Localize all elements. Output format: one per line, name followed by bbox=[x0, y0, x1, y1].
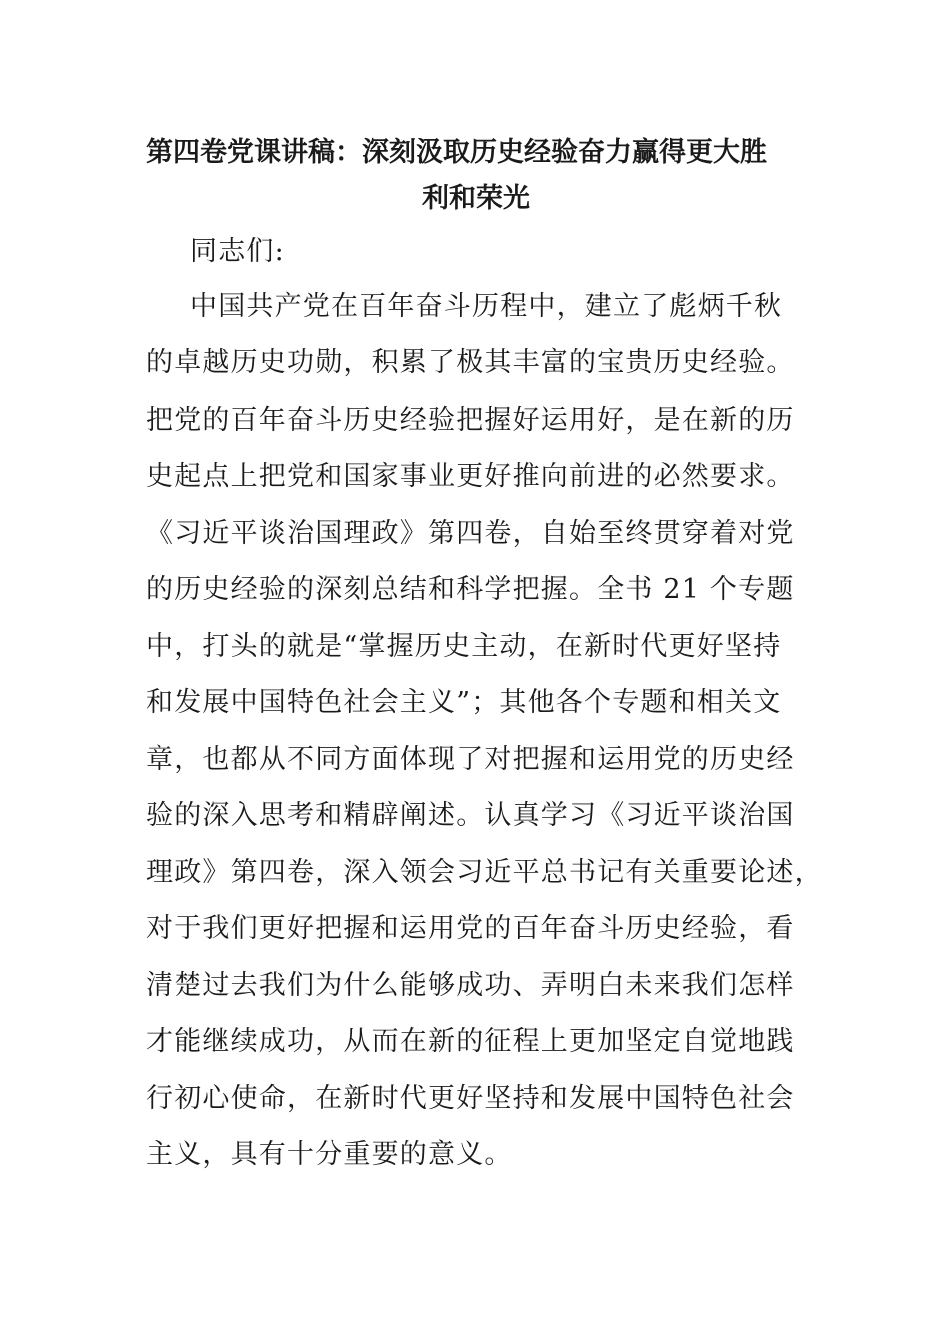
body-line: 《习近平谈治国理政》第四卷，自始至终贯穿着对党 bbox=[146, 518, 795, 549]
body-line: 中国共产党在百年奋斗历程中，建立了彪炳千秋 bbox=[190, 291, 783, 322]
title-line-2: 利和荣光 bbox=[422, 183, 530, 214]
body-line: 中，打头的就是“掌握历史主动，在新时代更好坚持 bbox=[146, 631, 782, 662]
body-line: 章，也都从不同方面体现了对把握和运用党的历史经 bbox=[146, 744, 795, 775]
salutation: 同志们: bbox=[190, 236, 285, 267]
body-line: 和发展中国特色社会主义”；其他各个专题和相关文 bbox=[146, 687, 782, 718]
body-line: 把党的百年奋斗历史经验把握好运用好，是在新的历 bbox=[146, 405, 795, 436]
body-line: 行初心使命，在新时代更好坚持和发展中国特色社会 bbox=[146, 1083, 795, 1114]
body-line: 验的深入思考和精辟阐述。认真学习《习近平谈治国 bbox=[146, 800, 795, 831]
body-line: 对于我们更好把握和运用党的百年奋斗历史经验，看 bbox=[146, 913, 795, 944]
document-title bbox=[146, 130, 806, 222]
body-line: 清楚过去我们为什么能够成功、弄明白未来我们怎样 bbox=[146, 970, 795, 1001]
body-line: 的卓越历史功勋，积累了极其丰富的宝贵历史经验。 bbox=[146, 347, 795, 378]
body-line: 的历史经验的深刻总结和科学把握。全书 21 个专题 bbox=[146, 574, 795, 605]
body-line: 才能继续成功，从而在新的征程上更加坚定自觉地践 bbox=[146, 1026, 795, 1057]
body-line: 主义，具有十分重要的意义。 bbox=[146, 1139, 513, 1170]
body-line: 理政》第四卷，深入领会习近平总书记有关重要论述， bbox=[146, 857, 823, 888]
title-line-1: 第四卷党课讲稿：深刻汲取历史经验奋力赢得更大胜 bbox=[146, 137, 767, 168]
body-line: 史起点上把党和国家事业更好推向前进的必然要求。 bbox=[146, 461, 795, 492]
